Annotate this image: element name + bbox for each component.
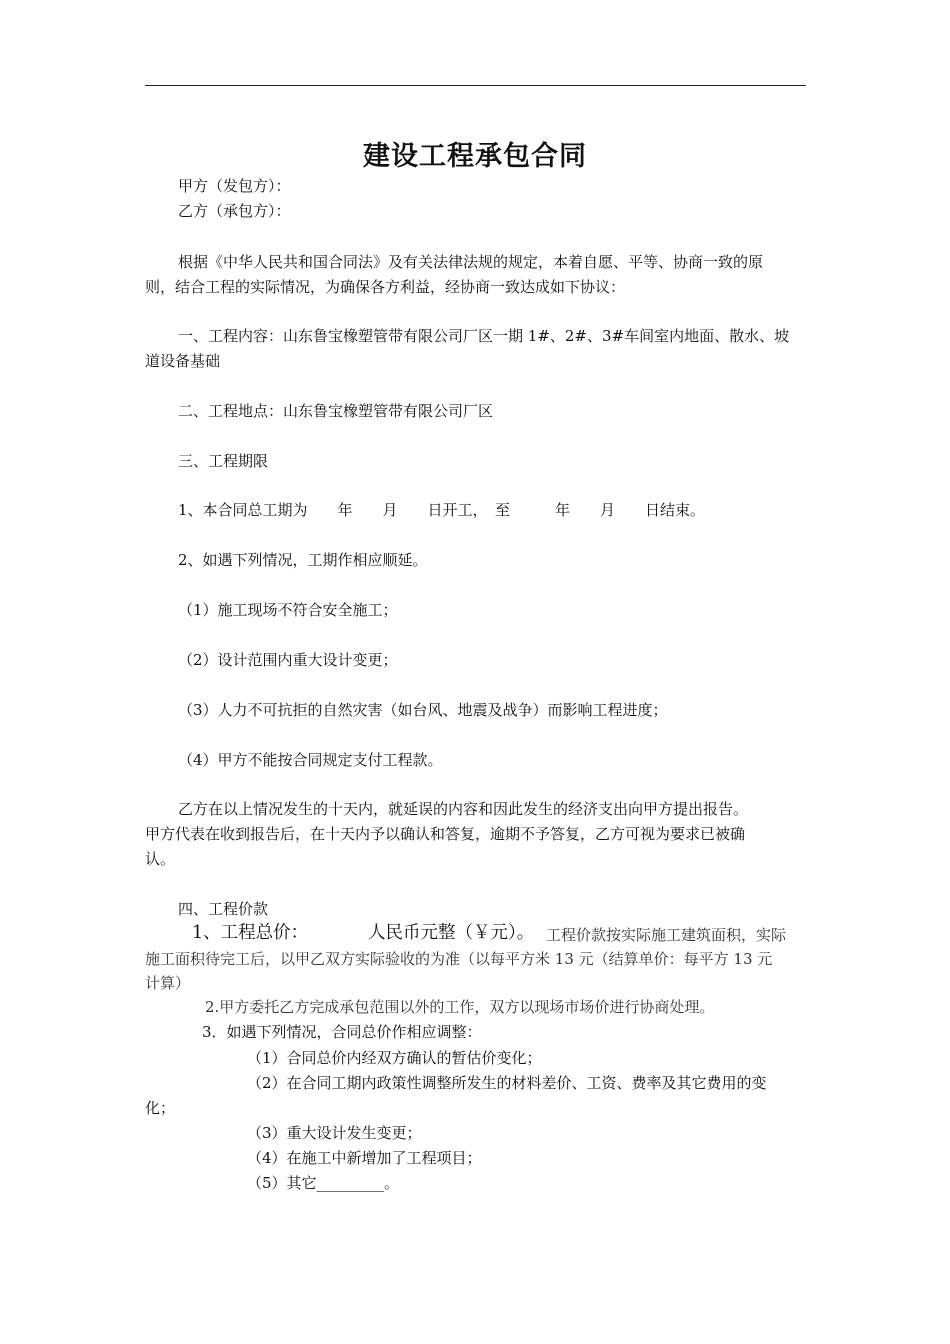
delay-case-2: （2）设计范围内重大设计变更；: [178, 651, 398, 669]
adjust-case-2-line-2: 化；: [145, 1099, 176, 1117]
delay-case-3: （3）人力不可抗拒的自然灾害（如台风、地震及战争）而影响工程进度；: [178, 701, 668, 719]
party-b-line: 乙方（承包方）：: [178, 202, 291, 220]
total-price-note: 工程价款按实际施工建筑面积，实际: [546, 926, 787, 944]
section-2: 二、工程地点：山东鲁宝橡塑管带有限公司厂区: [178, 402, 494, 420]
section-1-line-2: 道设备基础: [145, 352, 221, 370]
total-price-label: 1、工程总价：: [192, 923, 309, 943]
adjust-case-1: （1）合同总价内经双方确认的暂估价变化；: [247, 1049, 542, 1067]
preamble-line-1: 根据《中华人民共和国合同法》及有关法律法规的规定，本着自愿、平等、协商一致的原: [178, 253, 764, 271]
section-4-heading: 四、工程价款: [178, 900, 269, 918]
preamble-line-2: 则，结合工程的实际情况，为确保各方利益，经协商一致达成如下协议：: [145, 278, 626, 296]
total-price-line-3: 计算）: [145, 974, 191, 992]
total-price-line-2: 施工面积待完工后，以甲乙双方实际验收的为准（以每平方米 13 元（结算单价：每平方 13 元: [145, 950, 773, 968]
section-3-item-2: 2、如遇下列情况，工期作相应顺延。: [178, 551, 428, 569]
delay-case-1: （1）施工现场不符合安全施工；: [178, 601, 398, 619]
section-1-line-1: 一、工程内容：山东鲁宝橡塑管带有限公司厂区一期 1#、2#、3#车间室内地面、散水、坡: [178, 327, 790, 345]
header-rule: [145, 85, 806, 86]
party-a-line: 甲方（发包方）：: [178, 177, 291, 195]
adjust-case-2-line-1: （2）在合同工期内政策性调整所发生的材料差价、工资、费率及其它费用的变: [247, 1074, 767, 1092]
delay-note-line-3: 认。: [145, 850, 176, 868]
section-3-heading: 三、工程期限: [178, 452, 269, 470]
delay-case-4: （4）甲方不能按合同规定支付工程款。: [178, 751, 443, 769]
section-3-item-1: 1、本合同总工期为 年 月 日开工， 至 年 月 日结束。: [178, 501, 706, 519]
delay-note-line-2: 甲方代表在收到报告后，在十天内予以确认和答复，逾期不予答复，乙方可视为要求已被确: [145, 825, 746, 843]
adjust-case-4: （4）在施工中新增加了工程项目；: [247, 1149, 482, 1167]
document-title: 建设工程承包合同: [363, 141, 587, 172]
adjust-case-3: （3）重大设计发生变更；: [247, 1124, 422, 1142]
delay-note-line-1: 乙方在以上情况发生的十天内，就延误的内容和因此发生的经济支出向甲方提出报告。: [178, 800, 749, 818]
price-item-3: 3．如遇下列情况，合同总价作相应调整：: [202, 1023, 482, 1041]
price-item-2: 2.甲方委托乙方完成承包范围以外的工作，双方以现场市场价进行协商处理。: [205, 998, 715, 1016]
total-price-rmb: 人民币元整（￥元）。: [368, 923, 535, 943]
adjust-case-5: （5）其它_________。: [247, 1174, 400, 1192]
